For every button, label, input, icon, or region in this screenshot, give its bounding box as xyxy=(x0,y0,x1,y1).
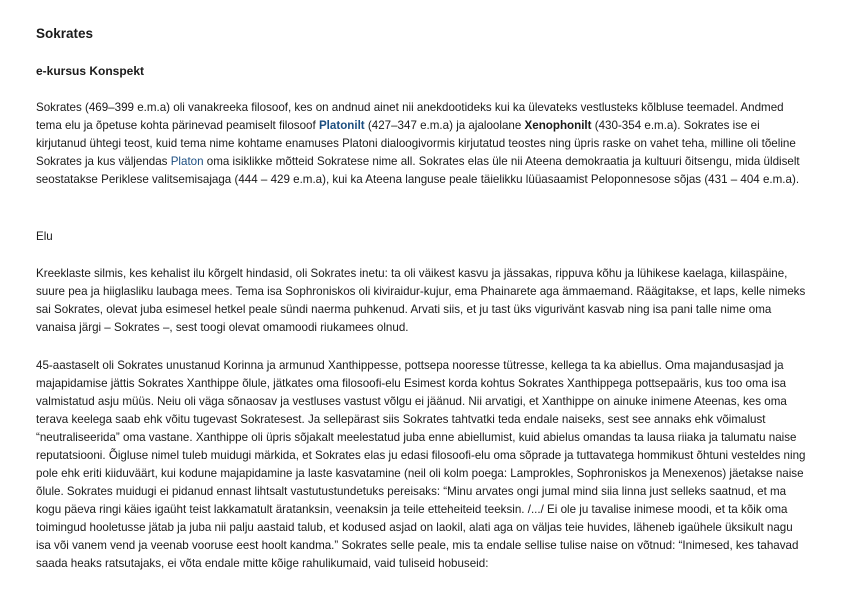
intro-text-1: Sokrates (469–399 e.m.a) oli vanakreeka filosoof, kes on andnud ainet nii anekdootideks kui ka ülevateks vestlusteks kõlbluse teemadel. Andmed tema elu ja õpetuse kohta pärinevad peamiselt filosoof xyxy=(36,101,784,132)
platonilt-link[interactable]: Platonilt xyxy=(318,119,365,132)
life-paragraph-2: 45-aastaselt oli Sokrates unustanud Korinna ja armunud Xanthippesse, pottsepa nooresse tütresse, kellega ta ka abiellus. Oma majandusasjad ja majapidamise jättis Sokrates Xanthippe õlule, jätkates oma filosoofi-elu Esimest korda kohtus Sokrates Xanthippega pottsepaäris, kus too oma isa valmistatud asju müüs. Neiu oli väga sõnaosav ja vestluses vastust võlgu ei jäänud. Nii arvatigi, et Xanthippe on ainuke inimene Ateenas, kes oma terava keelega saab ehk võitu tugevast Sokratesest. Ja sellepärast siis Sokrates tahtvatki teda endale naiseks, sest see annaks ehk võimalust “neutraliseerida” oma vastane. Xanthippe oli üpris sõjakalt meelestatud juba enne abiellumist, kuid abielus omandas ta lausa riiaka ja talumatu naise reputatsiooni. Õigluse nimel tuleb muidugi märkida, et Sokrates elas ju edasi filosoofi-elu oma sõprade ja tuttavatega hommikust õhtuni vesteldes ning pole ehk eriti kiiduväärt, kui kodune majapidamine ja laste kasvatamine (neil oli kolm poega: Lamprokles, Sophroniskos ja Menexenos) jäetakse naise õlule. Sokrates muidugi ei pidanud ennast lihtsalt vastutustundetuks pereisaks: “Minu arvates ongi jumal mind siia linna just selleks saatnud, et ma kogu päeva ringi käies igaüht teist lakkamatult äratanksin, veenaksin ja teile etteheiteid teeksin. /.../ Ei ole ju tavalise inimese moodi, et ta kõik oma toimingud hooletusse jätab ja juba nii palju aastaid talub, et kodused asjad on laokil, alati aga on väljas teie huvides, läheneb igaühele üksikult nagu isa või vanem vend ja veenab vooruse eest hoolt kandma.” Sokrates selle peale, mis ta endale sellise tulise naise on võtnud: “Inimesed, kes tahavad saada heaks ratsutajaks, ei võta endale mitte kõige rahulikumaid, vaid tuliseid hobuseid: xyxy=(36,359,806,570)
intro-paragraph xyxy=(36,99,810,189)
life-paragraph-1: Kreeklaste silmis, kes kehalist ilu kõrgelt hindasid, oli Sokrates inetu: ta oli väikest kasvu ja jässakas, rippuva kõhu ja lühikese kaelaga, kiilaspäine, suure pea ja hiiglasliku laubaga mees. Tema isa Sophroniskos oli kiviraidur-kujur, ema Phainarete aga ämmaemand. Räägitakse, et laps, kelle nimeks sai Sokrates, olevat juba esimesel hetkel peale sündi naerma puhkenud. Arvati siis, et ju tast üks vigurivänt kasvab ning isa pani talle nime oma vanaisa järgi – Sokrates –, sest toogi olevat omamoodi riukamees olnud. xyxy=(36,267,806,334)
intro-text-4: oma isiklikke mõtteid Sokratese nime all. Sokrates elas üle nii Ateena demokraatia ja kultuuri õitsengu, mida üldiselt seostatakse Periklese valitsemisajaga (444 – 429 e.m.a), kui ka Ateena languse peale täielikku lüüasaamist Peloponnesose sõjas (431 – 404 e.m.a). xyxy=(36,155,800,186)
intro-text-2: (427–347 e.m.a) ja ajaloolane xyxy=(364,119,525,132)
xenophonilt-bold: Xenophonilt xyxy=(524,119,592,132)
intro-text-3: (430-354 e.m.a). Sokrates ise ei kirjutanud ühtegi teost, kuid tema nime kohtame enamuses Platoni dialoogivormis kirjutatud teostes ning üpris raske on vahet teha, milline oli tõeline Sokrates ja kus väljendas xyxy=(36,119,796,168)
platon-link[interactable]: Platon xyxy=(170,155,204,168)
document-subtitle: e-kursus Konspekt xyxy=(36,64,145,78)
section-heading-elu: Elu xyxy=(36,230,53,243)
document-title: Sokrates xyxy=(36,26,94,41)
